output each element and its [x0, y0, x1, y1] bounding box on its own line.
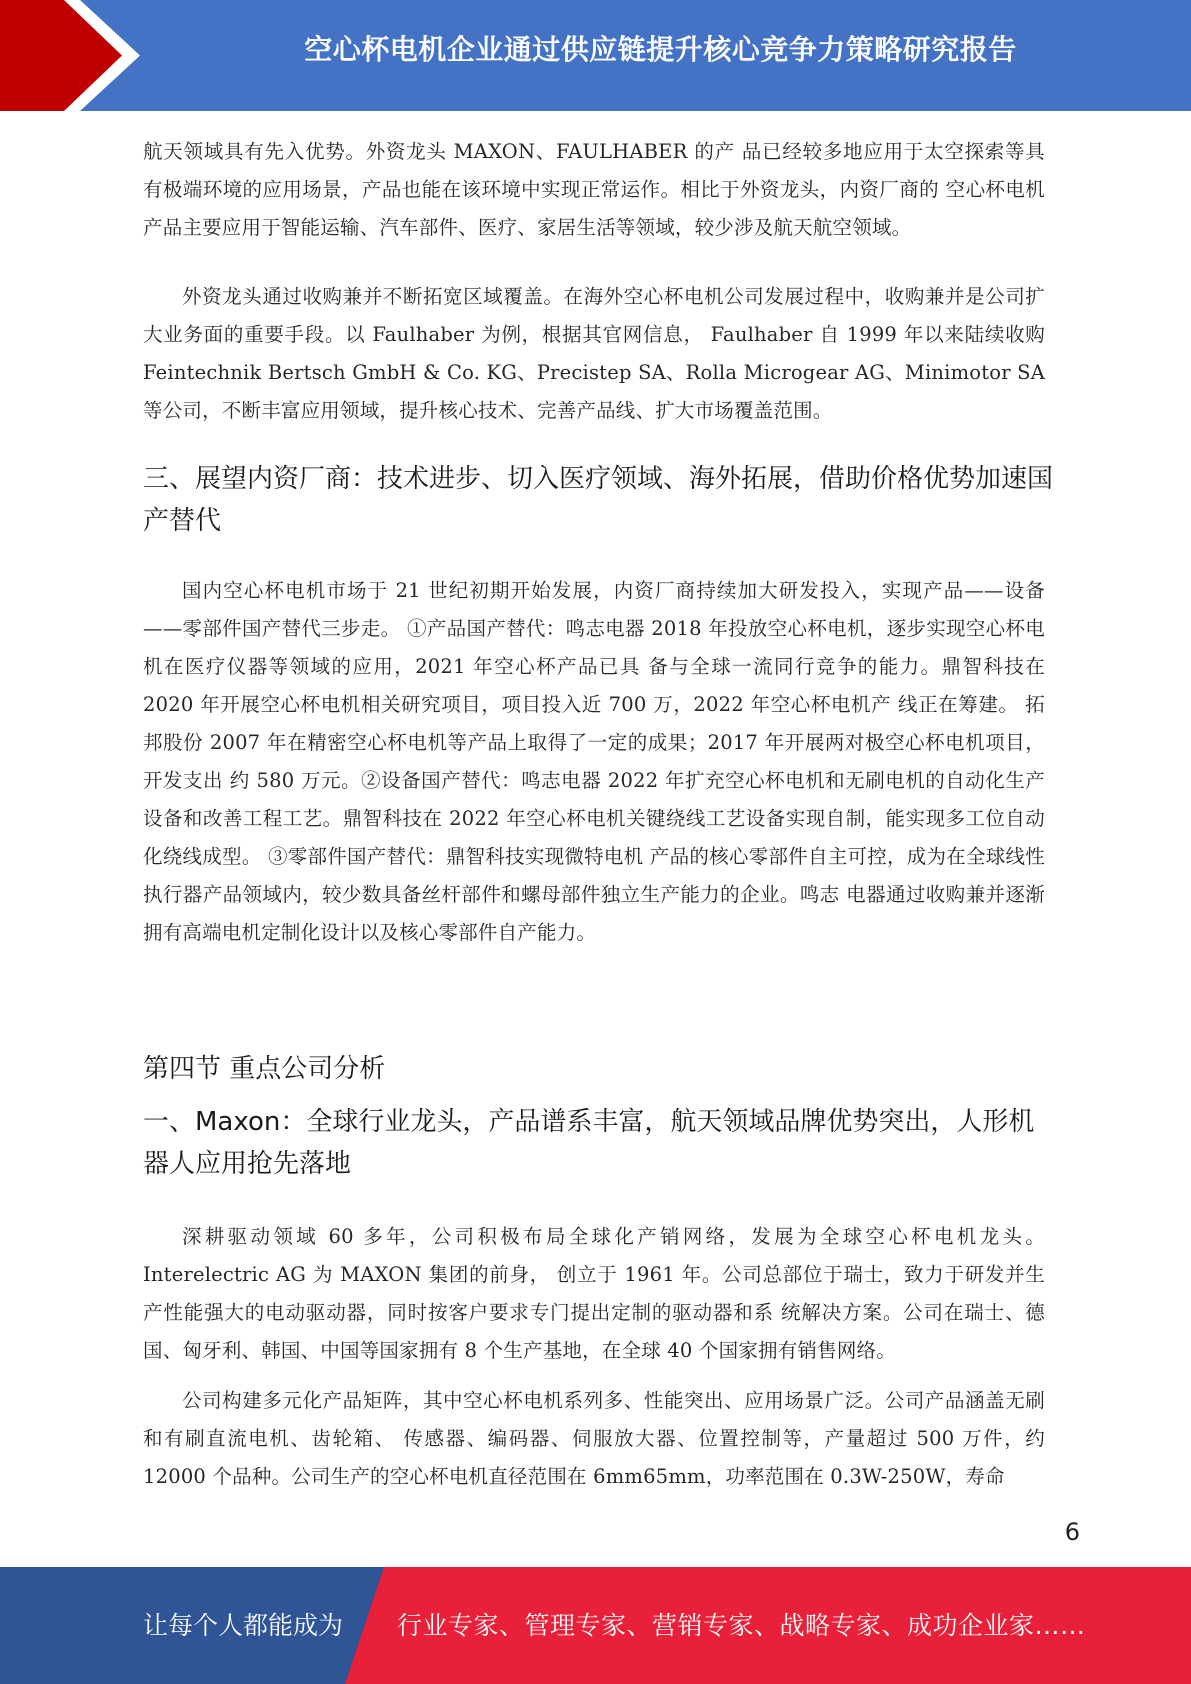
paragraph-maxon-history: 深耕驱动领域 60 多年，公司积极布局全球化产销网络，发展为全球空心杯电机龙头。Interelectric AG 为 MAXON 集团的前身， 创立于 1961 年。公司总部位于瑞士，致力于研发并生产性能强大的电动驱动器，同时按客户要求专门提出定制的驱动器和系 统解决方案。公司在瑞士、德国、匈牙利、韩国、中国等国家拥有 8 个生产基地，在全球 40 个国家拥有销售网络。: [143, 1225, 1045, 1362]
paragraph-acquisitions: 外资龙头通过收购兼并不断拓宽区域覆盖。在海外空心杯电机公司发展过程中，收购兼并是公司扩大业务面的重要手段。以 Faulhaber 为例，根据其官网信息， Faulhaber 自 1999 年以来陆续收购 Feintechnik Bertsch GmbH & Co. KG、Precistep SA、Rolla Microgear AG、Minimotor SA 等公司，不断丰富应用领域，提升核心技术、完善产品线、扩大市场覆盖范围。: [143, 285, 1045, 422]
report-title: 空心杯电机企业通过供应链提升核心竞争力策略研究报告: [304, 33, 1017, 66]
paragraph-maxon-products: 公司构建多元化产品矩阵，其中空心杯电机系列多、性能突出、应用场景广泛。公司产品涵盖无刷和有刷直流电机、齿轮箱、 传感器、编码器、伺服放大器、位置控制等，产量超过 500 万件，约 12000 个品种。公司生产的空心杯电机直径范围在 6mm65mm，功率范围在 0.3W-250W，寿命: [143, 1389, 1045, 1488]
footer-slogan-left: 让每个人都能成为: [143, 1611, 344, 1640]
page-header: [0, 0, 1191, 111]
footer-slogan-right: 行业专家、管理专家、营销专家、战略专家、成功企业家……: [397, 1611, 1086, 1640]
section-heading-domestic-outlook: 三、展望内资厂商：技术进步、切入医疗领域、海外拓展，借助价格优势加速国产替代: [143, 464, 1054, 536]
section-title-key-companies: 第四节 重点公司分析: [143, 1054, 386, 1084]
company-heading-maxon: 一、Maxon：全球行业龙头，产品谱系丰富，航天领域品牌优势突出，人形机器人应用抢先落地: [143, 1107, 1035, 1179]
header-chevron-icon: [0, 0, 152, 111]
paragraph-aerospace-advantage: 航天领域具有先入优势。外资龙头 MAXON、FAULHABER 的产 品已经较多地应用于太空探索等具有极端环境的应用场景，产品也能在该环境中实现正常运作。相比于外资龙头，内资厂商的 空心杯电机产品主要应用于智能运输、汽车部件、医疗、家居生活等领域，较少涉及航天航空领域。: [143, 140, 1045, 239]
paragraph-domestic-substitution: 国内空心杯电机市场于 21 世纪初期开始发展，内资厂商持续加大研发投入，实现产品——设备——零部件国产替代三步走。 ①产品国产替代：鸣志电器 2018 年投放空心杯电机，逐步实现空心杯电机在医疗仪器等领域的应用，2021 年空心杯产品已具 备与全球一流同行竞争的能力。鼎智科技在 2020 年开展空心杯电机相关研究项目，项目投入近 700 万，2022 年空心杯电机产 线正在筹建。 拓邦股份 2007 年在精密空心杯电机等产品上取得了一定的成果；2017 年开展两对极空心杯电机项目，开发支出 约 580 万元。②设备国产替代：鸣志电器 2022 年扩充空心杯电机和无刷电机的自动化生产设备和改善工程工艺。鼎智科技在 2022 年空心杯电机关键绕线工艺设备实现自制，能实现多工位自动化绕线成型。 ③零部件国产替代：鼎智科技实现微特电机 产品的核心零部件自主可控，成为在全球线性执行器产品领域内，较少数具备丝杆部件和螺母部件独立生产能力的企业。鸣志 电器通过收购兼并逐渐拥有高端电机定制化设计以及核心零部件自产能力。: [143, 579, 1045, 944]
page-number: 6: [1064, 1518, 1080, 1546]
page-footer: [0, 1567, 1191, 1684]
